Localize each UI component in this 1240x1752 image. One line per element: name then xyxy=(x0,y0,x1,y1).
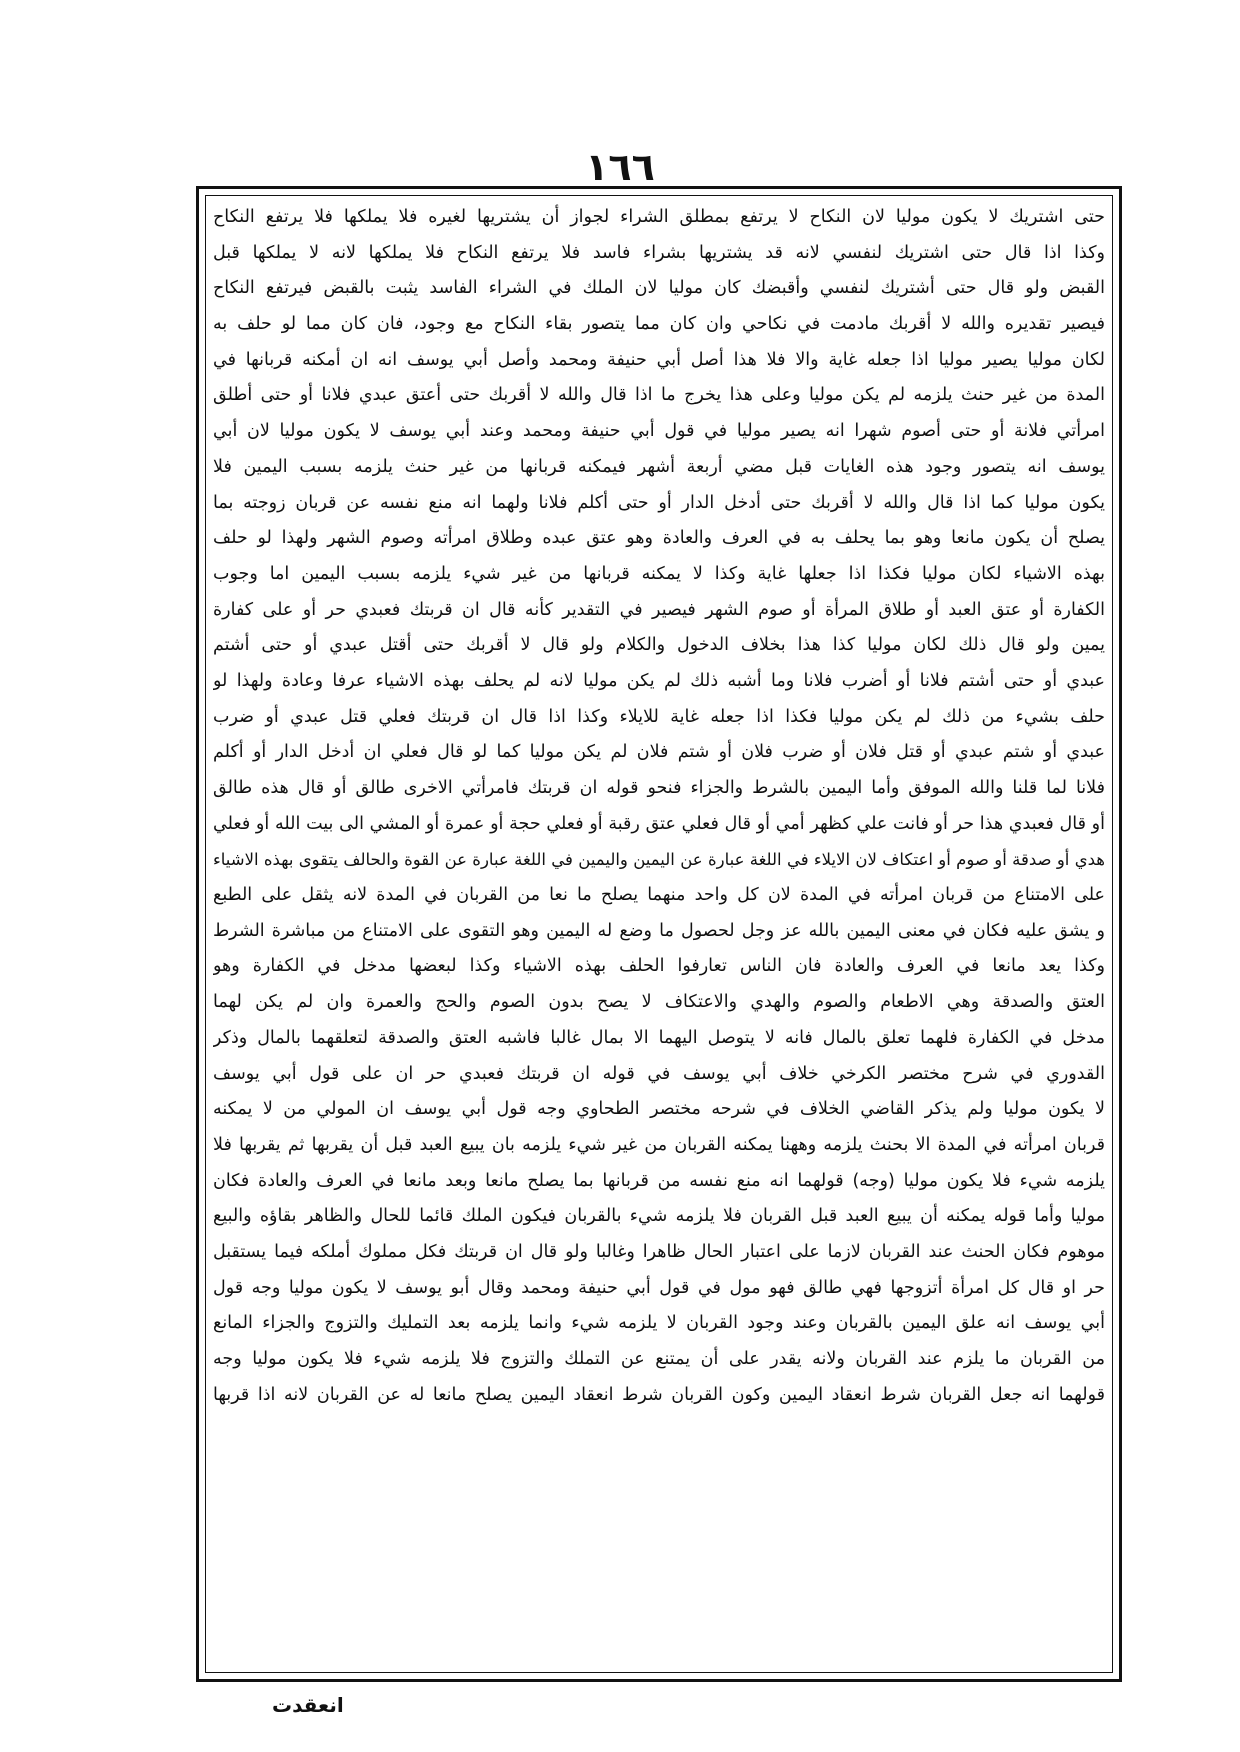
text-line: يلزمه شيء فلا يكون موليا (وجه) قولهما انه منع نفسه من قربانها بما يصلح مانعا وبعد مانعا في العرف والعادة فكان xyxy=(213,1170,1105,1191)
text-line: هدي أو صدقة أو صوم أو اعتكاف لان الايلاء في اللغة عبارة عن اليمين واليمين في اللغة عبارة عن القوة والحالف يتقوى بهذه الاشياء xyxy=(213,850,1105,870)
text-line: المدة من غير حنث يلزمه لم يكن موليا وعلى هذا يخرج ما اذا قال والله لا أقربك حتى أعتق عبدي فلانا أو حتى أطلق xyxy=(213,385,1105,406)
main-text-block xyxy=(213,200,1105,1666)
page-number: ١٦٦ xyxy=(585,145,655,189)
text-line: فيصير تقديره والله لا أقربك مادمت في نكاحي وان كان مما يتصور بقاء النكاح مع وجود، فان كان مما لو حلف به xyxy=(213,314,1105,335)
text-line: حلف بشيء من ذلك لم يكن موليا فكذا اذا جعله غاية للايلاء وكذا اذا قال ان قربتك فعلي قتل عبدي أو ضرب xyxy=(213,706,1105,727)
text-line: يوسف انه يتصور وجود هذه الغايات قبل مضي أربعة أشهر فيمكنه قربانها من غير حنث يلزمه بسبب اليمين فلا xyxy=(213,456,1105,477)
text-line: موليا وأما قوله يمكنه أن يبيع العبد قبل القربان فلا يلزمه شيء بالقربان فيكون الملك قائما للحال والظاهر بقاؤه والبيع xyxy=(213,1206,1105,1227)
text-line: يصلح أن يكون مانعا وهو بما يحلف به في العرف والعادة وهو عتق عبده وطلاق امرأته وصوم الشهر ولهذا لو حلف xyxy=(213,528,1105,549)
text-line: من القربان ما يلزم عند القربان ولانه يقدر على أن يمتنع عن التملك والتزوج فلا يلزمه شيء فلا يكون موليا وجه xyxy=(213,1349,1105,1369)
text-line: القبض ولو قال حتى أشتريك لنفسي وأقبضك كان موليا لان الملك في الشراء الفاسد يثبت بالقبض فيرتفع النكاح xyxy=(213,278,1105,299)
text-line: عبدي أو شتم عبدي أو قتل فلان أو ضرب فلان أو شتم فلان لم يكن موليا كما لو قال فعلي ان أدخل الدار أو أكلم xyxy=(213,742,1105,763)
text-line: حتى اشتريك لا يكون موليا لان النكاح لا يرتفع بمطلق الشراء لجواز أن يشتريها لغيره فلا يملكها فلا يرتفع النكاح xyxy=(213,207,1105,227)
text-line: بهذه الاشياء لكان موليا فكذا اذا جعلها غاية وكذا لا يمكنه قربانها من غير شيء يلزمه بسبب اليمين اما وجوب xyxy=(213,563,1105,584)
text-line: قربان امرأته في المدة الا بحنث يلزمه وههنا يمكنه القربان من غير شيء يلزمه بان يبيع العبد قبل أن يقربها ثم يقربها فلا xyxy=(213,1134,1105,1155)
text-line: عبدي أو حتى أشتم فلانا أو أضرب فلانا وما أشبه ذلك لم يكن موليا لانه لم يحلف بهذه الاشياء عرفا وعادة ولهذا لو xyxy=(213,670,1105,691)
text-line: لا يكون موليا ولم يذكر القاضي الخلاف في شرحه مختصر الطحاوي وجه قول أبي يوسف ان المولي من لا يمكنه xyxy=(213,1099,1105,1120)
text-line: مدخل في الكفارة فلهما تعلق بالمال فانه لا يتوصل اليهما الا بمال غالبا فاشبه العتق والصدقة لتعلقهما بالمال وذكر xyxy=(213,1027,1105,1048)
text-line: حر او قال كل امرأة أتزوجها فهي طالق فهو مول في قول أبي حنيفة ومحمد وقال أبو يوسف لا يكون موليا وجه قول xyxy=(213,1277,1105,1298)
text-line: و يشق عليه فكان في معنى اليمين بالله عز وجل لحصول ما وضع له اليمين وهو التقوى على الامتناع من مباشرة الشرط xyxy=(213,920,1105,941)
text-line: لكان موليا يصير موليا اذا جعله غاية والا فلا هذا أصل أبي حنيفة ومحمد وأصل أبي يوسف انه ان أمكنه قربانها في xyxy=(213,349,1105,370)
text-line: أبي يوسف انه علق اليمين بالقربان وعند وجود القربان لا يلزمه شيء وانما يلزمه بعد التمليك والتزوج والجزاء المانع xyxy=(213,1313,1105,1334)
text-line: وكذا يعد مانعا في العرف والعادة فان الناس تعارفوا الحلف بهذه الاشياء وكذا لبعضها مدخل في الكفارة وهو xyxy=(213,956,1105,977)
text-line: موهوم فكان الحنث عند القربان لازما على اعتبار الحال ظاهرا وغالبا ولو قال ان قربتك فكل مملوك أملكه فيما يستقبل xyxy=(213,1241,1105,1262)
text-line: العتق والصدقة وهي الاطعام والصوم والهدي والاعتكاف لا يصح بدون الصوم والحج والعمرة وان لم يكن لهما xyxy=(213,992,1105,1013)
text-line: يمين ولو قال ذلك لكان موليا كذا هذا بخلاف الدخول والكلام ولو قال لا أقربك حتى أقتل عبدي أو حتى أشتم xyxy=(213,635,1105,656)
text-line: على الامتناع من قربان امرأته في المدة لان كل واحد منهما يصلح ما نعا من القربان في المدة لانه يثقل على الطبع xyxy=(213,885,1105,906)
text-line: يكون موليا كما اذا قال والله لا أقربك حتى أدخل الدار أو حتى أكلم فلانا ولهما انه منع نفسه عن قربان زوجته بما xyxy=(213,492,1105,513)
text-line: أو قال فعبدي هذا حر أو فانت علي كظهر أمي أو قال فعلي عتق رقبة أو فعلي حجة أو عمرة أو المشي الى بيت الله أو فعلي xyxy=(213,813,1105,834)
text-line: القدوري في شرح مختصر الكرخي خلاف أبي يوسف في قوله ان قربتك فعبدي حر ان على قول أبي يوسف xyxy=(213,1063,1105,1084)
text-line: فلانا لما قلنا والله الموفق وأما اليمين بالشرط والجزاء فنحو قوله ان قربتك فامرأتي الاخرى طالق أو قال هذه طالق xyxy=(213,778,1105,798)
text-line: قولهما انه جعل القربان شرط انعقاد اليمين وكون القربان شرط انعقاد اليمين يصلح مانعا له عن القربان لانه اذا قربها xyxy=(213,1384,1105,1405)
text-line: وكذا اذا قال حتى اشتريك لنفسي لانه قد يشتريها بشراء فاسد فلا يرتفع النكاح فلا يملكها لانه لا يملكها قبل xyxy=(213,242,1105,263)
catchword: انعقدت xyxy=(272,1693,344,1717)
text-line: الكفارة أو عتق العبد أو طلاق المرأة أو صوم الشهر فيصير في التقدير كأنه قال ان قربتك فعبدي حر أو على كفارة xyxy=(213,599,1105,620)
text-line: امرأتي فلانة أو حتى أصوم شهرا انه يصير موليا في قول أبي حنيفة ومحمد وعند أبي يوسف لا يكون موليا لان أبي xyxy=(213,421,1105,442)
